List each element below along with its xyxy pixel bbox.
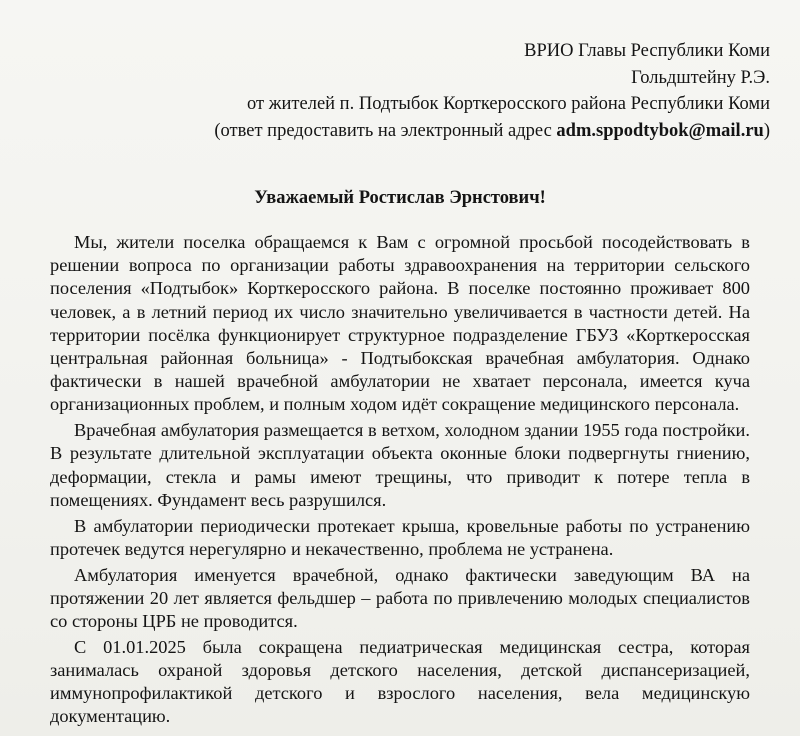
body-paragraph-2: Врачебная амбулатория размещается в ветхом, холодном здании 1955 года постройки. В результате длительной эксплуатации объекта оконные блоки подвергнуты гниению, деформации, стекла и рамы имеют трещины, что приводит к потере тепла в помещениях. Фундамент весь разрушился. (50, 420, 750, 510)
reply-address-line (214, 118, 770, 145)
reply-email: adm.sppodtybok@mail.ru (556, 120, 764, 141)
sender-line: от жителей п. Подтыбок Корткеросского района Республики Коми (247, 94, 770, 114)
recipient-name: Гольдштейну Р.Э. (631, 67, 770, 88)
letter-body (50, 231, 750, 731)
body-paragraph-5: С 01.01.2025 была сокращена педиатрическая медицинская сестра, которая занималась охраной здоровья детского населения, детской диспансеризацией, иммунопрофилактикой детского и взрослого населения, вела медицинскую документацию. (50, 636, 750, 727)
body-paragraph-3: В амбулатории периодически протекает крыша, кровельные работы по устранению протечек ведутся нерегулярно и некачественно, проблема не устранена. (50, 515, 750, 559)
reply-address-prefix: (ответ предоставить на электронный адрес (214, 120, 557, 141)
letter-header (214, 38, 770, 144)
salutation: Уважаемый Ростислав Эрнстович! (254, 188, 546, 208)
reply-address-suffix: ) (763, 120, 770, 141)
body-paragraph-1: Мы, жители поселка обращаемся к Вам с огромной просьбой посодействовать в решении вопроса по организации работы здравоохранения на территории сельского поселения «Подтыбок» Корткеросского района. В поселке постоянно проживает 800 человек, а в летний период их число значительно увеличивается в частности детей. На территории посёлка функционирует структурное подразделение ГБУЗ «Корткеросская центральная районная больница» - Подтыбокская врачебная амбулатория. Однако фактически в нашей врачебной амбулатории не хватает персонала, имеется куча организационных проблем, и полным ходом идёт сокращение медицинского персонала. (50, 232, 750, 415)
recipient-title: ВРИО Главы Республики Коми (524, 41, 770, 61)
body-paragraph-4: Амбулатория именуется врачебной, однако фактически заведующим ВА на протяжении 20 лет является фельдшер – работа по привлечению молодых специалистов со стороны ЦРБ не проводится. (50, 564, 750, 632)
